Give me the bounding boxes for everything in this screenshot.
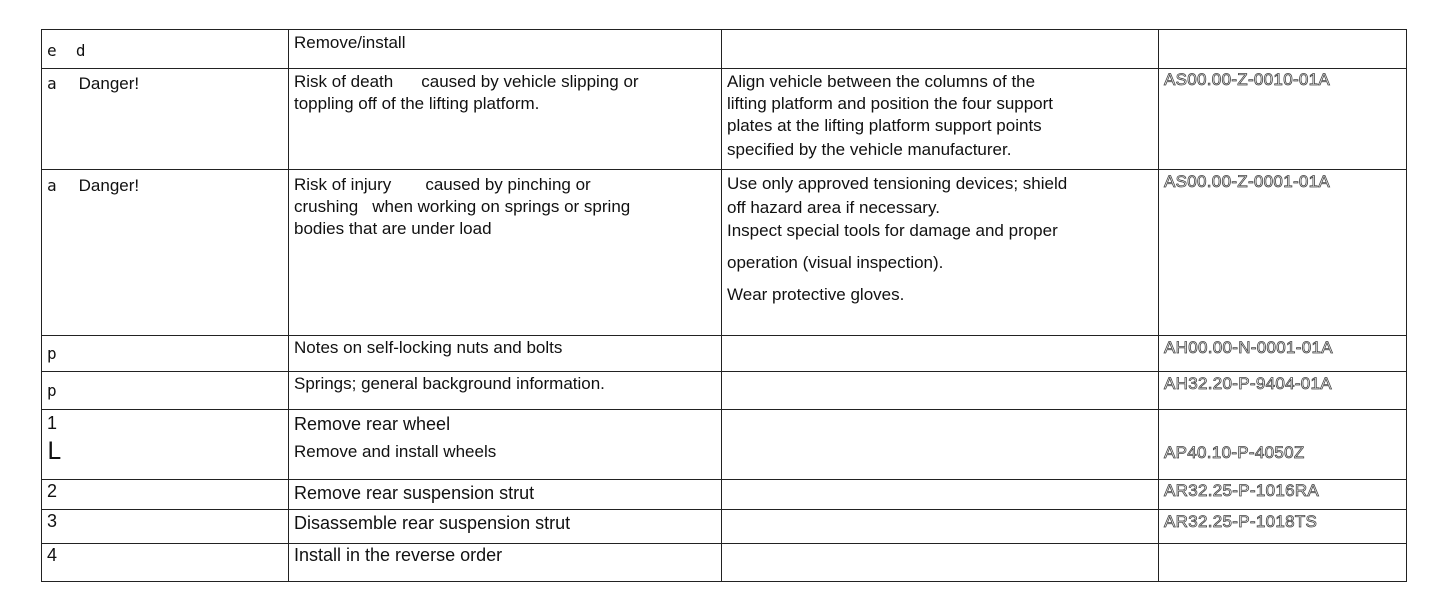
risk-cause-cont: toppling off of the lifting platform. xyxy=(294,94,540,113)
instruction-cell xyxy=(722,372,1159,410)
step-cell xyxy=(42,544,289,582)
note-symbol: p xyxy=(47,381,57,400)
instruction-cell xyxy=(722,336,1159,372)
table-row xyxy=(42,410,1407,480)
step-cell xyxy=(42,480,289,510)
table-row xyxy=(42,69,1407,170)
symbol-cell xyxy=(42,372,289,410)
instruction-line: Use only approved tensioning devices; shield xyxy=(727,174,1068,193)
instruction-line: off hazard area if necessary. xyxy=(727,198,940,217)
link-symbol: L xyxy=(47,437,62,465)
step-cell xyxy=(42,510,289,544)
symbol-text: e d xyxy=(47,41,86,60)
instruction-cell xyxy=(722,410,1159,480)
description-cell xyxy=(289,480,722,510)
symbol-cell xyxy=(42,170,289,336)
description-text: Notes on self-locking nuts and bolts xyxy=(294,338,563,357)
risk-cause-cont: when working on springs or spring xyxy=(372,197,631,216)
risk-cause: caused by vehicle slipping or xyxy=(421,72,639,91)
note-symbol: p xyxy=(47,344,57,363)
description-cell xyxy=(289,69,722,170)
step-subtext: Remove and install wheels xyxy=(294,442,497,461)
reference-link[interactable]: AH00.00-N-0001-01A xyxy=(1164,338,1333,357)
description-cell xyxy=(289,336,722,372)
step-text: Remove rear wheel xyxy=(294,414,451,434)
description-text: Springs; general background information. xyxy=(294,374,605,393)
description-cell xyxy=(289,510,722,544)
reference-cell[interactable] xyxy=(1159,410,1407,480)
instruction-line: lifting platform and position the four support xyxy=(727,94,1054,113)
description-cell xyxy=(289,372,722,410)
reference-cell xyxy=(1159,30,1407,69)
table-row xyxy=(42,336,1407,372)
step-number: 1 xyxy=(47,413,58,433)
symbol-cell xyxy=(42,69,289,170)
risk-cause-end: bodies that are under load xyxy=(294,219,492,238)
description-cell xyxy=(289,30,722,69)
procedure-table xyxy=(41,29,1407,582)
instruction-line: Inspect special tools for damage and proper xyxy=(727,221,1058,240)
instruction-cell xyxy=(722,69,1159,170)
instruction-line: Wear protective gloves. xyxy=(727,285,905,304)
description-text: Remove/install xyxy=(294,33,406,52)
reference-cell[interactable] xyxy=(1159,170,1407,336)
step-text: Install in the reverse order xyxy=(294,545,503,565)
reference-link[interactable]: AS00.00-Z-0010-01A xyxy=(1164,70,1331,89)
symbol-cell xyxy=(42,30,289,69)
description-cell xyxy=(289,544,722,582)
symbol-cell xyxy=(42,336,289,372)
danger-label: Danger! xyxy=(78,176,140,195)
reference-cell[interactable] xyxy=(1159,336,1407,372)
instruction-cell xyxy=(722,510,1159,544)
description-cell xyxy=(289,170,722,336)
reference-link[interactable]: AR32.25-P-1018TS xyxy=(1164,512,1318,531)
reference-link[interactable]: AR32.25-P-1016RA xyxy=(1164,481,1320,500)
step-cell xyxy=(42,410,289,480)
instruction-line: specified by the vehicle manufacturer. xyxy=(727,140,1012,159)
reference-link[interactable]: AS00.00-Z-0001-01A xyxy=(1164,172,1331,191)
risk-cause: caused by pinching or xyxy=(425,175,591,194)
instruction-cell xyxy=(722,544,1159,582)
instruction-line: Align vehicle between the columns of the xyxy=(727,72,1036,91)
instruction-line: operation (visual inspection). xyxy=(727,253,944,272)
table-row xyxy=(42,30,1407,69)
risk-cause-start: crushing xyxy=(294,197,359,216)
reference-link[interactable]: AH32.20-P-9404-01A xyxy=(1164,374,1332,393)
step-text: Remove rear suspension strut xyxy=(294,483,535,503)
risk-title: Risk of injury xyxy=(294,175,392,194)
table-row xyxy=(42,544,1407,582)
table-row xyxy=(42,372,1407,410)
danger-label: Danger! xyxy=(78,74,140,93)
step-number: 3 xyxy=(47,511,58,531)
instruction-cell xyxy=(722,170,1159,336)
reference-link[interactable]: AP40.10-P-4050Z xyxy=(1164,443,1305,462)
reference-cell xyxy=(1159,544,1407,582)
step-text: Disassemble rear suspension strut xyxy=(294,513,571,533)
danger-symbol: a xyxy=(47,74,57,93)
table-row xyxy=(42,510,1407,544)
instruction-line: plates at the lifting platform support points xyxy=(727,116,1042,135)
instruction-cell xyxy=(722,480,1159,510)
reference-cell[interactable] xyxy=(1159,372,1407,410)
table-row xyxy=(42,480,1407,510)
step-number: 2 xyxy=(47,481,58,501)
reference-cell[interactable] xyxy=(1159,69,1407,170)
danger-symbol: a xyxy=(47,176,57,195)
instruction-cell xyxy=(722,30,1159,69)
reference-cell[interactable] xyxy=(1159,510,1407,544)
table-row xyxy=(42,170,1407,336)
risk-title: Risk of death xyxy=(294,72,394,91)
reference-cell[interactable] xyxy=(1159,480,1407,510)
description-cell xyxy=(289,410,722,480)
step-number: 4 xyxy=(47,545,58,565)
